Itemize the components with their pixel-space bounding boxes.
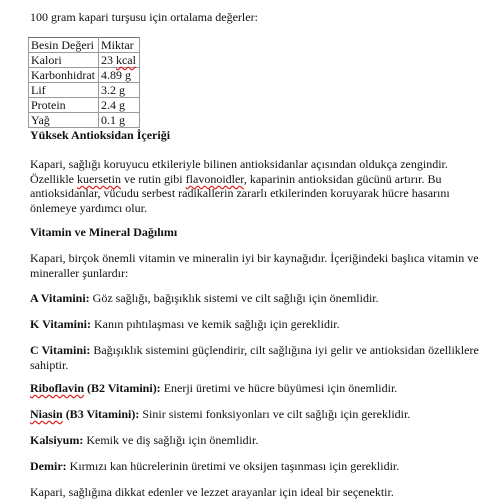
nutrient-value: 0.1 g [98,113,139,128]
antioxidant-paragraph: Kapari, sağlığı koruyucu etkileriyle bilinen antioksidanlar açısından oldukça zengindir. Özellikle kuersetin ve rutin gibi flavonoidler, kaparinin antioksidan gücünü artırır. Bu antioksidanlar, vücudu serbest radikallerin zararlı etkilerinden koruyarak hücre hasarını önlemeye yardımcı olur. [30,157,450,215]
table-row [29,98,140,113]
nutrient-value: 4.89 g [98,68,139,83]
table-row [29,68,140,83]
nutrient-name: Kalori [29,53,99,68]
list-item: C Vitamini: Bağışıklık sistemini güçlendirir, cilt sağlığına iyi gelir ve antioksidan özelliklere sahiptir. [30,343,479,372]
header-cell: Miktar [98,38,139,53]
nutrition-table [28,37,140,128]
closing-paragraph: Kapari, sağlığına dikkat edenler ve lezzet arayanlar için ideal bir seçenektir. [30,485,394,499]
list-item: K Vitamini: Kanın pıhtılaşması ve kemik sağlığı için gereklidir. [30,317,340,331]
section-heading-antioxidant: Yüksek Antioksidan İçeriği [30,128,171,142]
nutrient-name: Protein [29,98,99,113]
table-row [29,113,140,128]
table-header-row [29,38,140,53]
vitamins-intro-paragraph: Kapari, birçok önemli vitamin ve mineralin iyi bir kaynağıdır. İçeriğindeki başlıca vitamin ve mineraller şunlardır: [30,251,479,280]
nutrient-name: Lif [29,83,99,98]
nutrient-value: 3.2 g [98,83,139,98]
section-heading-vitamins: Vitamin ve Mineral Dağılımı [30,225,178,239]
nutrient-name: Yağ [29,113,99,128]
nutrient-value: 2.4 g [98,98,139,113]
nutrient-value: 23 kcal [98,53,139,68]
list-item: Kalsiyum: Kemik ve diş sağlığı için önemlidir. [30,433,259,447]
table-row [29,53,140,68]
list-item: A Vitamini: Göz sağlığı, bağışıklık sistemi ve cilt sağlığı için önemlidir. [30,291,379,305]
list-item: Niasin (B3 Vitamini): Sinir sistemi fonksiyonları ve cilt sağlığı için gereklidir. [30,407,411,421]
table-row [29,83,140,98]
list-item: Demir: Kırmızı kan hücrelerinin üretimi ve oksijen taşınması için gereklidir. [30,459,400,473]
list-item: Riboflavin (B2 Vitamini): Enerji üretimi ve hücre büyümesi için önemlidir. [30,381,398,395]
nutrient-name: Karbonhidrat [29,68,99,83]
header-cell: Besin Değeri [29,38,99,53]
intro-text: 100 gram kapari turşusu için ortalama değerler: [30,10,258,24]
